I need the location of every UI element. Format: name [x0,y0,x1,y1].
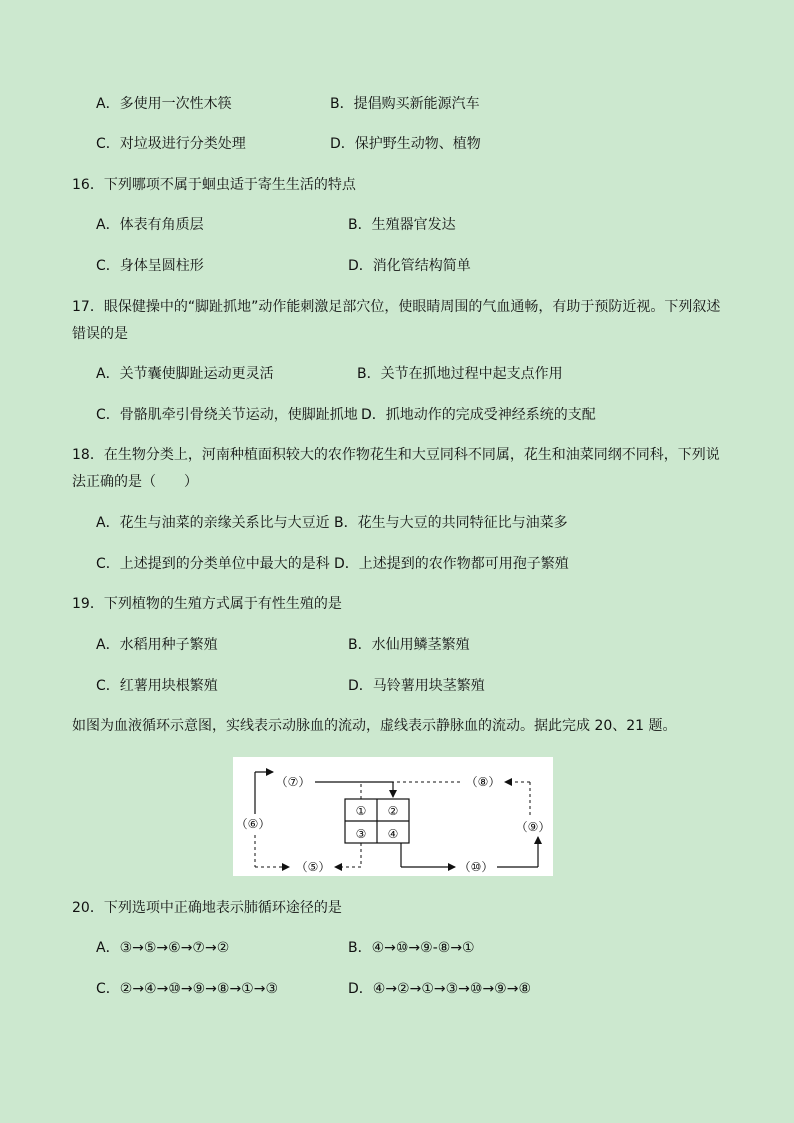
q19-option-a: A．水稻用种子繁殖 [96,637,218,653]
label-10: （⑩） [458,860,494,874]
q19-option-b: B．水仙用鳞茎繁殖 [348,637,470,653]
q18-option-b: B．花生与大豆的共同特征比与油菜多 [334,515,568,531]
chamber-2-label: ② [387,804,399,818]
q17-option-c: C．骨骼肌牵引骨绕关节运动，使脚趾抓地 [96,407,358,423]
label-8: （⑧） [465,775,501,789]
label-6: （⑥） [235,817,271,831]
q17-stem: 17．眼保健操中的“脚趾抓地”动作能刺激足部穴位，使眼睛周围的气血通畅，有助于预防近视。下列叙述错误的是 [72,299,721,342]
q18-option-a: A．花生与油菜的亲缘关系比与大豆近 [96,515,330,531]
q18-option-d: D．上述提到的农作物都可用孢子繁殖 [334,556,569,572]
q15-option-d: D．保护野生动物、植物 [330,136,481,152]
q19-stem: 19．下列植物的生殖方式属于有性生殖的是 [72,596,342,612]
q20-stem: 20．下列选项中正确地表示肺循环途径的是 [72,900,342,916]
q16-stem: 16．下列哪项不属于蛔虫适于寄生生活的特点 [72,177,356,193]
label-7: （⑦） [275,775,311,789]
chamber-3-label: ③ [355,827,367,841]
q20-option-c: C．②→④→⑩→⑨→⑧→①→③ [96,981,279,997]
chamber-4-label: ④ [387,827,399,841]
q20-option-a: A．③→⑤→⑥→⑦→② [96,940,230,956]
q20-option-d: D．④→②→①→③→⑩→⑨→⑧ [348,981,532,997]
q18-option-c: C．上述提到的分类单位中最大的是科 [96,556,330,572]
q18-stem: 18．在生物分类上，河南种植面积较大的农作物花生和大豆同科不同属，花生和油菜同纲不同科，下列说法正确的是（ ） [72,447,720,490]
q15-option-a: A．多使用一次性木筷 [96,96,232,112]
q19-option-c: C．红薯用块根繁殖 [96,678,218,694]
q15-option-b: B．提倡购买新能源汽车 [330,96,480,112]
q19-option-d: D．马铃薯用块茎繁殖 [348,678,485,694]
chamber-1-label: ① [355,804,367,818]
diagram-intro: 如图为血液循环示意图，实线表示动脉血的流动，虚线表示静脉血的流动。据此完成 20、21 题。 [72,718,677,734]
label-9: （⑨） [515,820,551,834]
q17-option-a: A．关节囊使脚趾运动更灵活 [96,366,274,382]
q17-option-d: D．抓地动作的完成受神经系统的支配 [361,407,596,423]
q16-option-a: A．体表有角质层 [96,217,204,233]
blood-circulation-diagram [233,757,553,876]
label-5: （⑤） [295,860,331,874]
q17-option-b: B．关节在抓地过程中起支点作用 [357,366,563,382]
q16-option-d: D．消化管结构简单 [348,258,471,274]
q15-option-c: C．对垃圾进行分类处理 [96,136,246,152]
q16-option-c: C．身体呈圆柱形 [96,258,204,274]
q20-option-b: B．④→⑩→⑨-⑧→① [348,940,475,956]
q16-option-b: B．生殖器官发达 [348,217,456,233]
